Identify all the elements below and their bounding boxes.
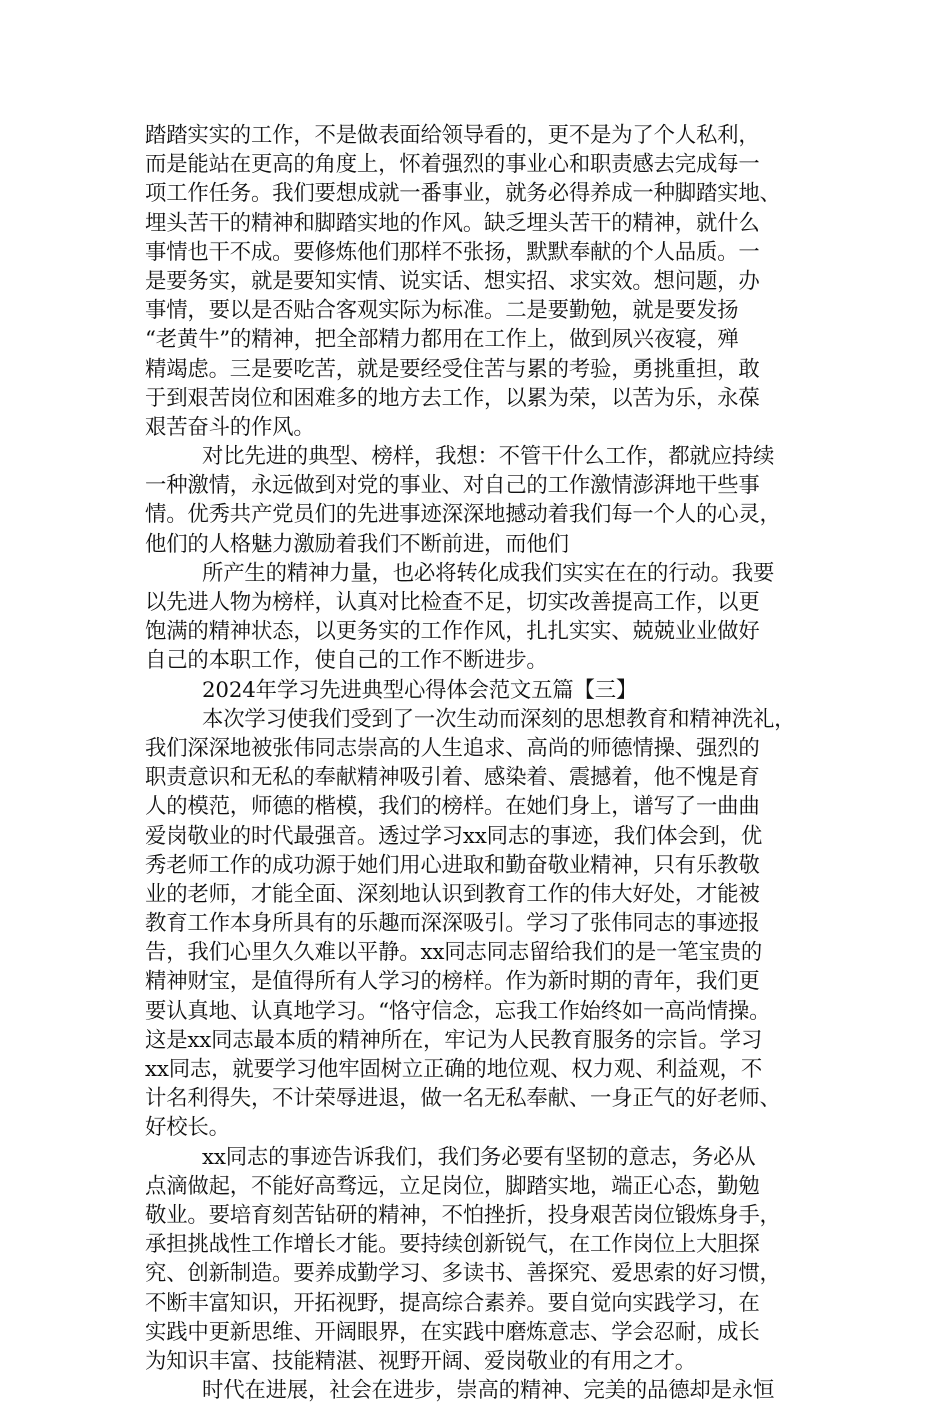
text-line: 职责意识和无私的奉献精神吸引着、感染着、震撼着，他不愧是育: [145, 765, 760, 791]
text-line: 实践中更新思维、开阔眼界，在实践中磨炼意志、学会忍耐，成长: [145, 1319, 760, 1345]
text-line: 饱满的精神状态，以更务实的工作作风，扎扎实实、兢兢业业做好: [145, 619, 760, 645]
text-line: 埋头苦干的精神和脚踏实地的作风。缺乏埋头苦干的精神，就什么: [145, 210, 760, 236]
text-line: 2024年学习先进典型心得体会范文五篇【三】: [202, 677, 638, 703]
text-line: 精神财宝，是值得所有人学习的榜样。作为新时期的青年，我们更: [145, 969, 760, 995]
text-line: 究、创新制造。要养成勤学习、多读书、善探究、爱思索的好习惯，: [145, 1261, 781, 1287]
text-line: 艰苦奋斗的作风。: [145, 414, 315, 440]
text-line: 事情也干不成。要修炼他们那样不张扬，默默奉献的个人品质。一: [145, 239, 760, 265]
text-line: 我们深深地被张伟同志崇高的人生追求、高尚的师德情操、强烈的: [145, 735, 760, 761]
text-line: 精竭虑。三是要吃苦，就是要经受住苦与累的考验，勇挑重担，敢: [145, 356, 760, 382]
text-line: 教育工作本身所具有的乐趣而深深吸引。学习了张伟同志的事迹报: [145, 911, 760, 937]
text-line: 爱岗敬业的时代最强音。透过学习xx同志的事迹，我们体会到，优: [145, 823, 763, 849]
text-line: 是要务实，就是要知实情、说实话、想实招、求实效。想问题，办: [145, 268, 760, 294]
text-line: 这是xx同志最本质的精神所在，牢记为人民教育服务的宗旨。学习: [145, 1027, 763, 1053]
text-line: 本次学习使我们受到了一次生动而深刻的思想教育和精神洗礼，: [202, 706, 796, 732]
text-line: 人的模范，师德的楷模，我们的榜样。在她们身上，谱写了一曲曲: [145, 794, 760, 820]
text-line: 时代在进展，社会在进步，崇高的精神、完美的品德却是永恒: [202, 1378, 775, 1404]
text-line: 为知识丰富、技能精湛、视野开阔、爱岗敬业的有用之才。: [145, 1348, 696, 1374]
text-line: 计名利得失，不计荣辱进退，做一名无私奉献、一身正气的好老师、: [145, 1086, 781, 1112]
text-line: 情。优秀共产党员们的先进事迹深深地撼动着我们每一个人的心灵，: [145, 502, 781, 528]
document-body: [145, 121, 817, 1405]
text-line: 敬业。要培育刻苦钻研的精神，不怕挫折，投身艰苦岗位锻炼身手，: [145, 1202, 781, 1228]
text-line: 踏踏实实的工作，不是做表面给领导看的，更不是为了个人私利，: [145, 123, 760, 148]
text-line: 告，我们心里久久难以平静。xx同志同志留给我们的是一笔宝贵的: [145, 940, 763, 966]
text-line: 业的老师，才能全面、深刻地认识到教育工作的伟大好处，才能被: [145, 881, 760, 907]
text-line: 以先进人物为榜样，认真对比检查不足，切实改善提高工作，以更: [145, 590, 760, 615]
text-line: 要认真地、认真地学习。“恪守信念，忘我工作始终如一高尚情操。: [145, 998, 771, 1024]
text-line: 于到艰苦岗位和困难多的地方去工作，以累为荣，以苦为乐，永葆: [145, 385, 760, 411]
text-line: 承担挑战性工作增长才能。要持续创新锐气，在工作岗位上大胆探: [145, 1232, 760, 1258]
text-line: 他们的人格魅力激励着我们不断前进，而他们: [145, 531, 569, 557]
text-line: 不断丰富知识，开拓视野，提高综合素养。要自觉向实践学习，在: [145, 1290, 760, 1316]
text-line: xx同志，就要学习他牢固树立正确的地位观、权力观、利益观，不: [145, 1057, 763, 1082]
text-line: 所产生的精神力量，也必将转化成我们实实在在的行动。我要: [202, 560, 775, 586]
text-line: 事情，要以是否贴合客观实际为标准。二是要勤勉，就是要发扬: [145, 298, 739, 324]
text-line: “老黄牛”的精神，把全部精力都用在工作上，做到夙兴夜寝，殚: [145, 327, 739, 353]
text-line: 好校长。: [145, 1115, 230, 1141]
text-line: 项工作任务。我们要想成就一番事业，就务必得养成一种脚踏实地、: [145, 181, 781, 207]
text-line: 而是能站在更高的角度上，怀着强烈的事业心和职责感去完成每一: [145, 152, 760, 178]
text-line: 点滴做起，不能好高骛远，立足岗位，脚踏实地，端正心态，勤勉: [145, 1173, 760, 1199]
text-line: xx同志的事迹告诉我们，我们务必要有坚韧的意志，务必从: [202, 1144, 756, 1170]
text-line: 一种激情，永远做到对党的事业、对自己的工作激情澎湃地干些事: [145, 473, 760, 499]
text-line: 自己的本职工作，使自己的工作不断进步。: [145, 648, 548, 674]
text-line: 秀老师工作的成功源于她们用心进取和勤奋敬业精神，只有乐教敬: [145, 852, 760, 878]
text-line: 对比先进的典型、榜样，我想：不管干什么工作，都就应持续: [202, 444, 775, 470]
